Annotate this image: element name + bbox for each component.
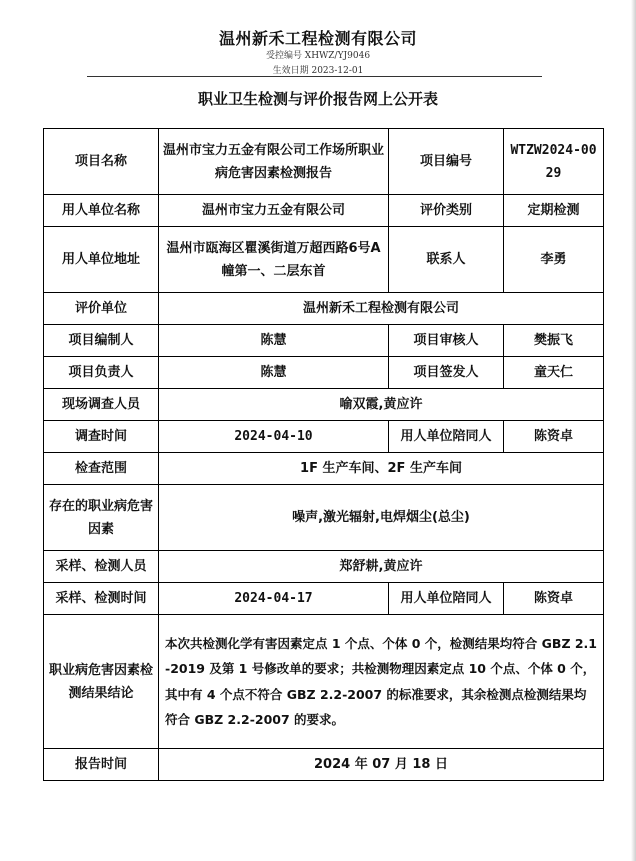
samplers-label: 采样、检测人员 <box>44 551 159 583</box>
table-row <box>44 615 604 749</box>
table-row <box>44 389 604 421</box>
contact-value: 李勇 <box>504 227 604 293</box>
conclusion-value: 本次共检测化学有害因素定点 1 个点、个体 0 个，检测结果均符合 GBZ 2.1-2019 及第 1 号修改单的要求；共检测物理因素定点 10 个点、个体 0 个，其中有 4 个点不符合 GBZ 2.2-2007 的标准要求，其余检测点检测结果均符合 GBZ 2.2-2007 的要求。 <box>159 615 604 749</box>
investigators-label: 现场调查人员 <box>44 389 159 421</box>
sample-time-label: 采样、检测时间 <box>44 583 159 615</box>
scope-value: 1F 生产车间、2F 生产车间 <box>159 453 604 485</box>
table-row <box>44 551 604 583</box>
eval-unit-label: 评价单位 <box>44 293 159 325</box>
table-row <box>44 357 604 389</box>
document-title: 职业卫生检测与评价报告网上公开表 <box>197 90 438 108</box>
survey-time-value: 2024-04-10 <box>159 421 389 453</box>
sample-time-value: 2024-04-17 <box>159 583 389 615</box>
eval-type-value: 定期检测 <box>504 195 604 227</box>
disclosure-table <box>43 128 604 781</box>
table-row <box>44 293 604 325</box>
compiler-value: 陈慧 <box>159 325 389 357</box>
effective-date: 生效日期 2023-12-01 <box>272 66 364 76</box>
employer-value: 温州市宝力五金有限公司 <box>159 195 389 227</box>
compiler-label: 项目编制人 <box>44 325 159 357</box>
sample-accompany-label: 用人单位陪同人 <box>389 583 504 615</box>
contact-label: 联系人 <box>389 227 504 293</box>
eval-type-label: 评价类别 <box>389 195 504 227</box>
address-value: 温州市瓯海区瞿溪街道万超西路6号A幢第一、二层东首 <box>159 227 389 293</box>
hazards-label: 存在的职业病危害因素 <box>44 485 159 551</box>
table-row <box>44 453 604 485</box>
table-row <box>44 129 604 195</box>
company-name: 温州新禾工程检测有限公司 <box>218 29 417 48</box>
reviewer-value: 樊振飞 <box>504 325 604 357</box>
table-row <box>44 227 604 293</box>
investigators-value: 喻双霞,黄应许 <box>159 389 604 421</box>
signer-label: 项目签发人 <box>389 357 504 389</box>
survey-accompany-value: 陈资卓 <box>504 421 604 453</box>
project-name-value: 温州市宝力五金有限公司工作场所职业病危害因素检测报告 <box>159 129 389 195</box>
table-row <box>44 485 604 551</box>
table-row <box>44 749 604 781</box>
control-number: 受控编号 XHWZ/YJ9046 <box>265 51 371 61</box>
conclusion-label: 职业病危害因素检测结果结论 <box>44 615 159 749</box>
table-row <box>44 421 604 453</box>
header-divider <box>87 76 542 77</box>
manager-label: 项目负责人 <box>44 357 159 389</box>
scope-label: 检查范围 <box>44 453 159 485</box>
signer-value: 童天仁 <box>504 357 604 389</box>
report-time-label: 报告时间 <box>44 749 159 781</box>
employer-label: 用人单位名称 <box>44 195 159 227</box>
table-row <box>44 583 604 615</box>
page-edge-shadow <box>631 0 636 861</box>
project-no-value: WTZW2024-0029 <box>504 129 604 195</box>
samplers-value: 郑舒耕,黄应许 <box>159 551 604 583</box>
survey-time-label: 调查时间 <box>44 421 159 453</box>
table-row <box>44 325 604 357</box>
table-row <box>44 195 604 227</box>
survey-accompany-label: 用人单位陪同人 <box>389 421 504 453</box>
manager-value: 陈慧 <box>159 357 389 389</box>
reviewer-label: 项目审核人 <box>389 325 504 357</box>
address-label: 用人单位地址 <box>44 227 159 293</box>
eval-unit-value: 温州新禾工程检测有限公司 <box>159 293 604 325</box>
report-time-value: 2024 年 07 月 18 日 <box>159 749 604 781</box>
hazards-value: 噪声,激光辐射,电焊烟尘(总尘) <box>159 485 604 551</box>
project-name-label: 项目名称 <box>44 129 159 195</box>
project-no-label: 项目编号 <box>389 129 504 195</box>
sample-accompany-value: 陈资卓 <box>504 583 604 615</box>
